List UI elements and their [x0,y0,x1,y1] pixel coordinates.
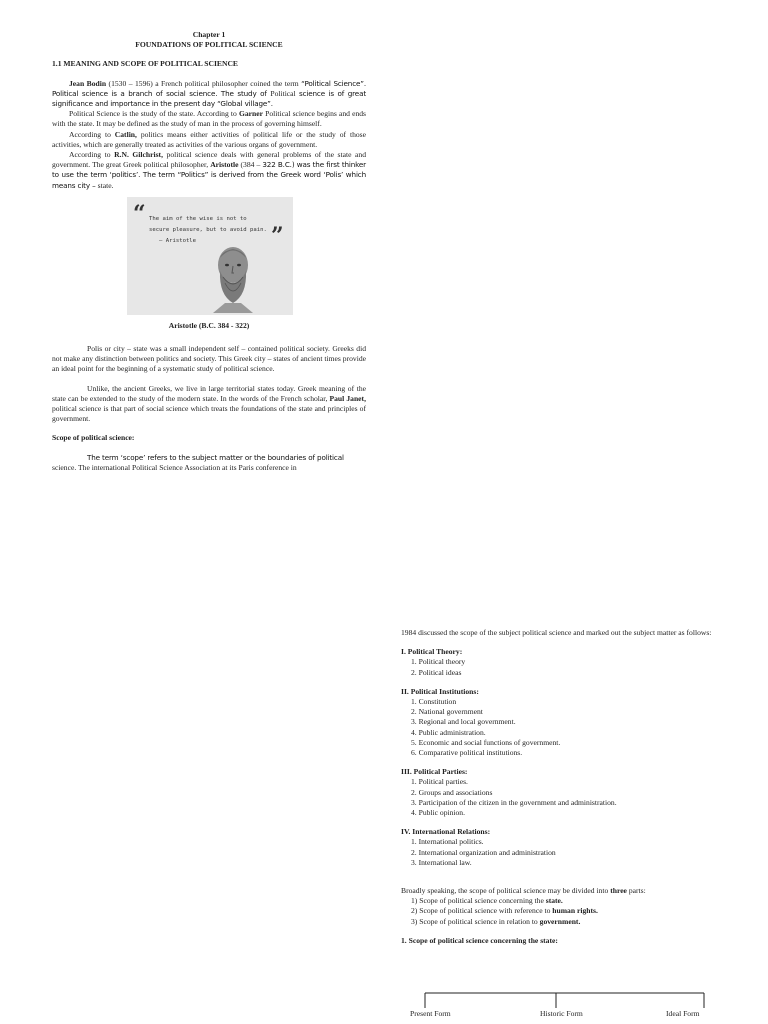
diagram-node-ideal: Ideal Form [666,1009,700,1018]
list-item: 4. Public opinion. [411,808,466,818]
scope-group-1: I. Political Theory: 1. Political theory 2. Political ideas [401,647,721,678]
scope-group-4: IV. International Relations: 1. International politics. 2. International organization and administration 3. International law. [401,827,721,868]
diagram-node-historic: Historic Form [540,1009,583,1018]
scope-group-3: III. Political Parties: 1. Political parties. 2. Groups and associations 3. Participation of the citizen in the government and administration. 4. Public opinion. [401,767,721,818]
name-bodin: Jean Bodin [69,78,107,88]
left-column [52,30,366,473]
state-scope-heading: 1. Scope of political science concerning the state: [401,935,558,945]
chapter-label: Chapter 1 [192,30,226,39]
paragraph-broadly: Broadly speaking, the scope of political science may be divided into three parts: [401,886,646,896]
list-item: 2. International organization and administration [411,847,556,857]
list-item: 2. Groups and associations [411,787,493,797]
figure-caption: Aristotle (B.C. 384 - 322) [168,320,250,330]
chapter-title: FOUNDATIONS OF POLITICAL SCIENCE [135,40,283,50]
aristotle-bust-image [203,243,263,313]
paragraph-polis: Polis or city – state was a small independent self – contained political society. Greeks did not make any distinction between politics and society. This Greek city – states of ancient times provide an ideal point for the beginning of a systematic study of political science. [52,344,366,374]
open-quote-icon: “ [133,200,146,227]
diagram-node-present: Present Form [410,1009,451,1018]
list-item: 1) Scope of political science concerning the state. [411,896,563,906]
paragraph-catlin: According to Catlin, politics means either activities of political life or the study of those activities, which are generally treated as activities of the various organs of government. [52,129,366,149]
paragraph-1984: 1984 discussed the scope of the subject political science and marked out the subject matter as follows: [401,628,712,637]
list-item: 3. International law. [411,857,472,867]
list-item: 2. Political ideas [411,667,462,677]
paragraph-garner: Political Science is the study of the state. According to Garner Political science begins and ends with the state. It may be defined as the study of man in the process of governing himself. [52,109,366,129]
state-forms-diagram [401,990,741,1024]
paragraph-bodin: Jean Bodin (1530 – 1596) a French political philosopher coined the term “Political Science”. Political science is a branch of social science. The study of Political science is of great significance and importance in the present day “Global village”. [52,78,366,109]
paragraph-janet: Unlike, the ancient Greeks, we live in large territorial states today. Greek meaning of the state can be extended to the study of the modern state. In the words of the French scholar, Paul Janet, political science is that part of social science which treats the foundations of the state and principles of government. [52,383,366,424]
close-quote-icon: ” [271,222,284,249]
list-item: 4. Public administration. [411,727,486,737]
list-item: 1. Constitution [411,697,457,707]
aristotle-quote: The aim of the wise is not to secure pleasure, but to avoid pain. – Aristotle [149,215,267,244]
aristotle-figure [127,197,293,315]
list-item: 3. Participation of the citizen in the government and administration. [411,797,617,807]
list-item: 1. International politics. [411,837,484,847]
list-item: 5. Economic and social functions of government. [411,737,561,747]
right-column [401,628,721,946]
paragraph-scope: The term ‘scope’ refers to the subject matter or the boundaries of political science. The international Political Science Association at its Paris conference in [52,452,344,472]
scope-heading: Scope of political science: [52,433,135,443]
section-heading: 1.1 MEANING AND SCOPE OF POLITICAL SCIENCE [52,59,239,69]
list-item: 1. Political theory [411,657,466,667]
list-item: 2. National government [411,707,483,717]
list-item: 1. Political parties. [411,777,468,787]
list-item: 6. Comparative political institutions. [411,748,523,758]
list-item: 3. Regional and local government. [411,717,516,727]
list-item: 3) Scope of political science in relation to government. [411,916,581,926]
scope-group-2: II. Political Institutions: 1. Constitution 2. National government 3. Regional and local government. 4. Public administration. 5. Economic and social functions of government. 6. Comparative political institutions. [401,687,721,758]
list-item: 2) Scope of political science with reference to human rights. [411,906,598,916]
paragraph-gilchrist: According to R.N. Gilchrist, political science deals with general problems of the state and government. The great Greek political philosopher, Aristotle (384 – 322 B.C.) was the first thinker to use the term ‘politics’. The term “Politics” is derived from the Greek word ‘Polis’ which means city – state. [52,150,366,190]
